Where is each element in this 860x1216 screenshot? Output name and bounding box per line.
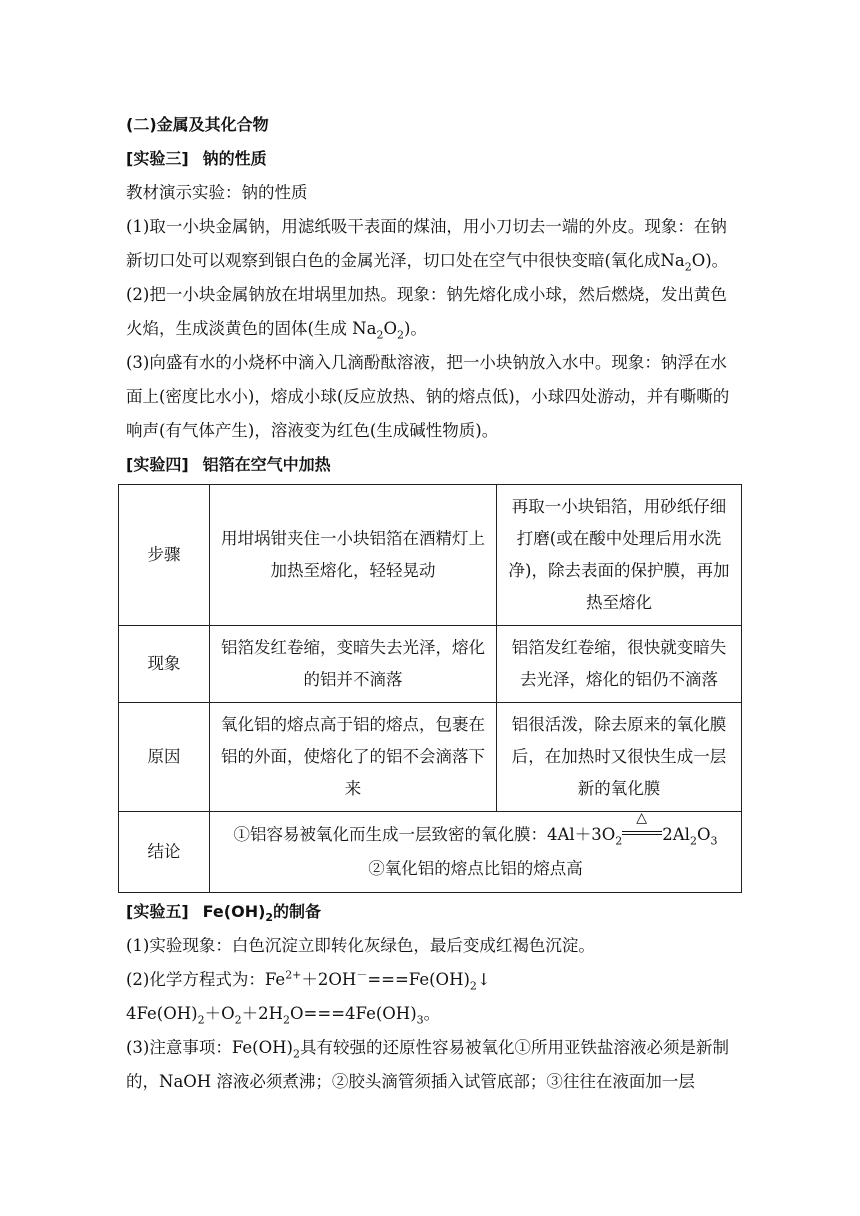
delta-icon: △ — [636, 810, 648, 826]
table-row — [119, 626, 742, 703]
exp3-heading — [126, 142, 740, 176]
exp5-label: [实验五] — [126, 902, 189, 921]
cell: 氧化铝的熔点高于铝的熔点，包裹在铝的外面，使熔化了的铝不会滴落下来 — [210, 703, 497, 812]
exp3-paragraph-3: (3)向盛有水的小烧杯中滴入几滴酚酞溶液，把一小块钠放入水中。现象：钠浮在水面上(密度比水小)，熔成小球(反应放热、钠的熔点低)，小球四处游动，并有嘶嘶的响声(有气体产生)，溶液变为红色(生成碱性物质)。 — [126, 353, 730, 440]
row-label: 结论 — [119, 812, 210, 893]
exp5-equation-2: $4Fe(OH)_2+O_2+2H_2O===4Fe(OH)_3$。 — [126, 1004, 441, 1027]
exp4-label: [实验四] — [126, 455, 189, 474]
exp5-paragraph-1: (1)实验现象：白色沉淀立即转化灰绿色，最后变成红褐色沉淀。 — [126, 936, 595, 955]
exp5-equation-1: (2)化学方程式为：$Fe^{2+}+2OH^-===Fe(OH)_2↓$ — [126, 968, 491, 993]
cell: 铝箔发红卷缩，很快就变暗失去光泽，熔化的铝仍不滴落 — [497, 626, 742, 703]
exp5-paragraph-3: (3)注意事项：$Fe(OH)_2$具有较强的还原性容易被氧化①所用亚铁盐溶液必须是新制的，NaOH 溶液必须煮沸；②胶头滴管须插入试管底部；③往往在液面加一层 — [126, 1038, 729, 1091]
exp4-title: 铝箔在空气中加热 — [202, 455, 331, 474]
row-label: 现象 — [119, 626, 210, 703]
exp3-paragraph-2: (2)把一小块金属钠放在坩埚里加热。现象：钠先熔化成小球，然后燃烧，发出黄色火焰，生成淡黄色的固体(生成 $Na_2O_2$)。 — [126, 285, 727, 342]
exp4-heading — [126, 448, 740, 482]
section-title: (二)金属及其化合物 — [126, 115, 269, 134]
table-row — [119, 703, 742, 812]
exp5-heading: [实验五] $Fe(OH)_2$的制备 — [126, 902, 322, 925]
exp4-table — [118, 484, 742, 893]
row-label: 原因 — [119, 703, 210, 812]
conclusion-2: ②氧化铝的熔点比铝的熔点高 — [368, 859, 583, 878]
cell: 铝箔发红卷缩，变暗失去光泽，熔化的铝并不滴落 — [210, 626, 497, 703]
row-label: 步骤 — [119, 485, 210, 626]
cell: 用坩埚钳夹住一小块铝箔在酒精灯上加热至熔化，轻轻晃动 — [210, 485, 497, 626]
exp3-intro: 教材演示实验：钠的性质 — [126, 183, 308, 202]
exp3-title: 钠的性质 — [202, 149, 267, 168]
conclusion-1: ①铝容易被氧化而生成一层致密的氧化膜：$4Al+3O_2$ △ $2Al_2O_3$ — [233, 810, 718, 848]
exp3-label: [实验三] — [126, 149, 189, 168]
conclusion-cell — [210, 812, 742, 893]
cell: 铝很活泼，除去原来的氧化膜后，在加热时又很快生成一层新的氧化膜 — [497, 703, 742, 812]
table-row — [119, 812, 742, 893]
exp3-paragraph-1: (1)取一小块金属钠，用滤纸吸干表面的煤油，用小刀切去一端的外皮。现象：在钠新切口处可以观察到银白色的金属光泽，切口处在空气中很快变暗(氧化成$Na_2O$)。 — [126, 217, 729, 274]
heat-equals-sign — [622, 810, 662, 840]
document-body — [126, 108, 740, 1099]
table-row — [119, 485, 742, 626]
cell: 再取一小块铝箔，用砂纸仔细打磨(或在酸中处理后用水洗净)，除去表面的保护膜，再加热至熔化 — [497, 485, 742, 626]
